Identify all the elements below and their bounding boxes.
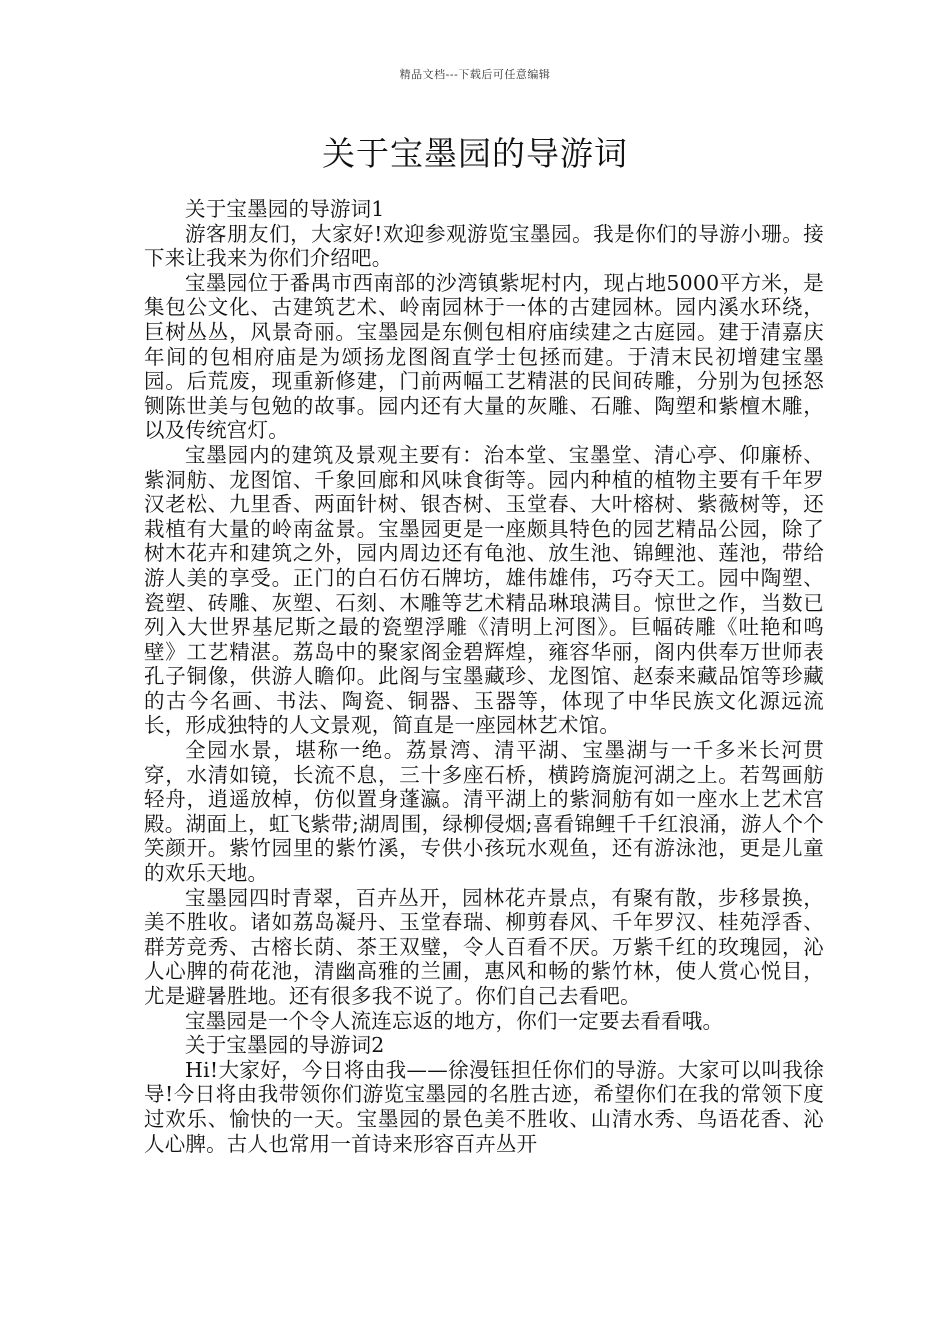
paragraph: 宝墨园位于番禺市西南部的沙湾镇紫坭村内，现占地5000平方米，是集包公文化、古建筑艺术、岭南园林于一体的古建园林。园内溪水环绕，巨树丛丛，风景奇丽。宝墨园是东侧包相府庙续建之古庭园。建于清嘉庆年间的包相府庙是为颂扬龙图阁直学士包拯而建。于清末民初增建宝墨园。后荒废，现重新修建，门前两幅工艺精湛的民间砖雕，分别为包拯怒铡陈世美与包勉的故事。园内还有大量的灰雕、石雕、陶塑和紫檀木雕，以及传统宫灯。 [144, 270, 824, 443]
page-header-note: 精品文档---下载后可任意编辑 [399, 68, 551, 81]
paragraph: 游客朋友们，大家好!欢迎参观游览宝墨园。我是你们的导游小珊。接下来让我来为你们介绍吧。 [144, 221, 824, 271]
section-heading-1: 关于宝墨园的导游词1 [185, 197, 385, 221]
section-heading-2: 关于宝墨园的导游词2 [185, 1033, 385, 1058]
paragraph: 宝墨园是一个令人流连忘返的地方，你们一定要去看看哦。 [185, 1008, 724, 1033]
paragraph: 宝墨园四时青翠，百卉丛开，园林花卉景点，有聚有散，步移景换，美不胜收。诸如荔岛凝丹、玉堂春瑞、柳剪春风、千年罗汉、桂苑浮香、群芳竞秀、古榕长荫、茶王双璧，令人百看不厌。万紫千红的玫瑰园，沁人心脾的荷花池，清幽高雅的兰圃，惠风和畅的紫竹林，使人赏心悦目，尤是避暑胜地。还有很多我不说了。你们自己去看吧。 [144, 885, 824, 1008]
paragraph: 宝墨园内的建筑及景观主要有：治本堂、宝墨堂、清心亭、仰廉桥、紫洞舫、龙图馆、千象回廊和风味食街等。园内种植的植物主要有千年罗汉老松、九里香、两面针树、银杏树、玉堂春、大叶榕树、紫薇树等，还栽植有大量的岭南盆景。宝墨园更是一座颇具特色的园艺精品公园，除了树木花卉和建筑之外，园内周边还有龟池、放生池、锦鲤池、莲池，带给游人美的享受。正门的白石仿石牌坊，雄伟雄伟，巧夺天工。园中陶塑、瓷塑、砖雕、灰塑、石刻、木雕等艺术精品琳琅满目。惊世之作，当数已列入大世界基尼斯之最的瓷塑浮雕《清明上河图》。巨幅砖雕《吐艳和鸣壁》工艺精湛。荔岛中的聚家阁金碧辉煌，雍容华丽，阁内供奉万世师表孔子铜像，供游人瞻仰。此阁与宝墨藏珍、龙图馆、赵泰来藏品馆等珍藏的古今名画、书法、陶瓷、铜器、玉器等，体现了中华民族文化源远流长，形成独特的人文景观，简直是一座园林艺术馆。 [144, 442, 824, 738]
paragraph: 全园水景，堪称一绝。荔景湾、清平湖、宝墨湖与一千多米长河贯穿，水清如镜，长流不息，三十多座石桥，横跨旖旎河湖之上。若驾画舫轻舟，逍遥放棹，仿似置身蓬瀛。清平湖上的紫洞舫有如一座水上艺术宫殿。湖面上，虹飞紫带;湖周围，绿柳侵烟;喜看锦鲤千千红浪涌，游人个个笑颜开。紫竹园里的紫竹溪，专供小孩玩水观鱼，还有游泳池，更是儿童的欢乐天地。 [144, 738, 824, 886]
document-body [144, 197, 824, 1156]
paragraph: Hi!大家好，今日将由我——徐漫钰担任你们的导游。大家可以叫我徐导!今日将由我带领你们游览宝墨园的名胜古迹，希望你们在我的常领下度过欢乐、愉快的一天。宝墨园的景色美不胜收、山清水秀、鸟语花香、沁人心脾。古人也常用一首诗来形容百卉丛开 [144, 1057, 824, 1156]
document-title: 关于宝墨园的导游词 [322, 134, 628, 173]
